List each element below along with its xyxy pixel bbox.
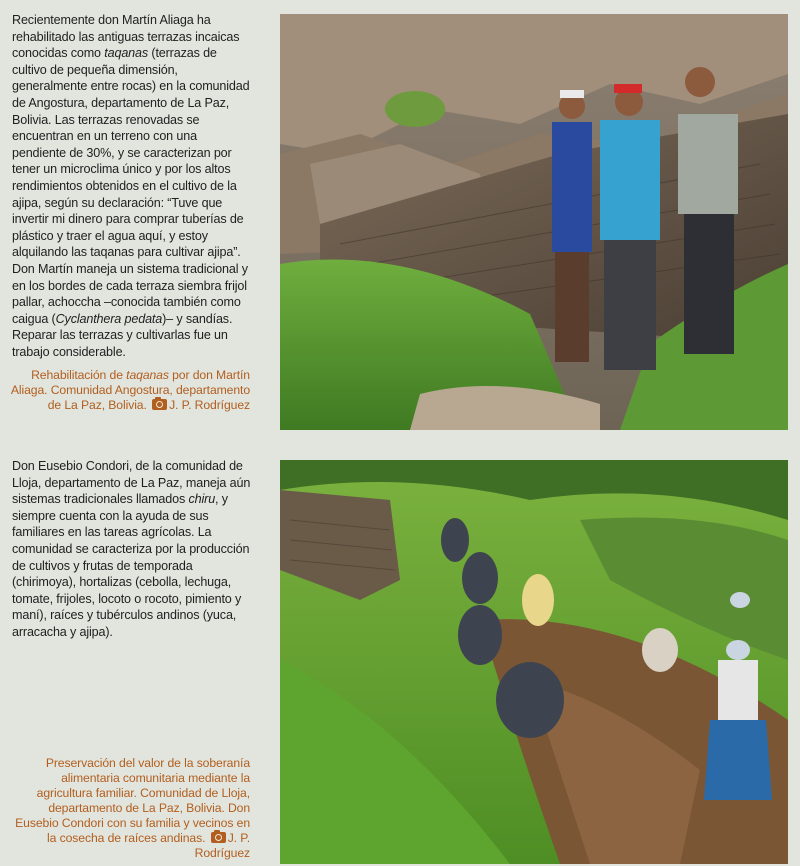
body-text-lloja: Don Eusebio Condori, de la comunidad de Lloja, departamento de La Paz, maneja aún sistemas tradicionales llamados chiru, y siempre cuenta con la ayuda de sus familiares en las tareas agrícolas. La comunidad se caracteriza por la producción de cultivos y frutas de temporada (chirimoya), hortalizas (cebolla, lechuga, tomate, frijoles, locoto o rocoto, pimiento y maní), raíces y tubérculos andinos (yuca, arracacha y ajipa).: [12, 459, 251, 639]
camera-icon: [152, 399, 167, 410]
photo-terraces: [280, 14, 788, 430]
body-text-angostura: Recientemente don Martín Aliaga ha rehabilitado las antiguas terrazas incaicas conocidas como taqanas (terrazas de cultivo de pequeña dimensión, generalmente entre rocas) en la comunidad de Angostura, departamento de La Paz, Bolivia. Las terrazas renovadas se encuentran en un terreno con una pendiente de 30%, y se caracterizan por tener un microclima único y por los altos rendimientos obtenidos en el cultivo de la ajipa, según su declaración: “Tuve que invertir mi dinero para comprar tuberías de plástico y traer el agua aquí, y estoy alquilando las taqanas para cultivar ajipa”. Don Martín maneja un sistema tradicional y en los bordes de cada terraza siembra frijol pallar, achoccha –conocida también como caigua (Cyclanthera pedata)– y sandías. Reparar las terrazas y cultivarlas fue un trabajo considerable.: [12, 13, 250, 359]
section-lloja: [0, 448, 800, 866]
photo-caption-lloja: Preservación del valor de la soberanía alimentaria comunitaria mediante la agricultura familiar. Comunidad de Lloja, departamento de La Paz, Bolivia. Don Eusebio Condori con su familia y vecinos en la cosecha de raíces andinas. J. P. Rodríguez: [15, 756, 250, 860]
photo-caption-angostura: Rehabilitación de taqanas por don Martín Aliaga. Comunidad Angostura, departamento de La Paz, Bolivia. J. P. Rodríguez: [10, 368, 250, 412]
camera-icon: [211, 832, 226, 843]
photo-harvest: [280, 460, 788, 864]
